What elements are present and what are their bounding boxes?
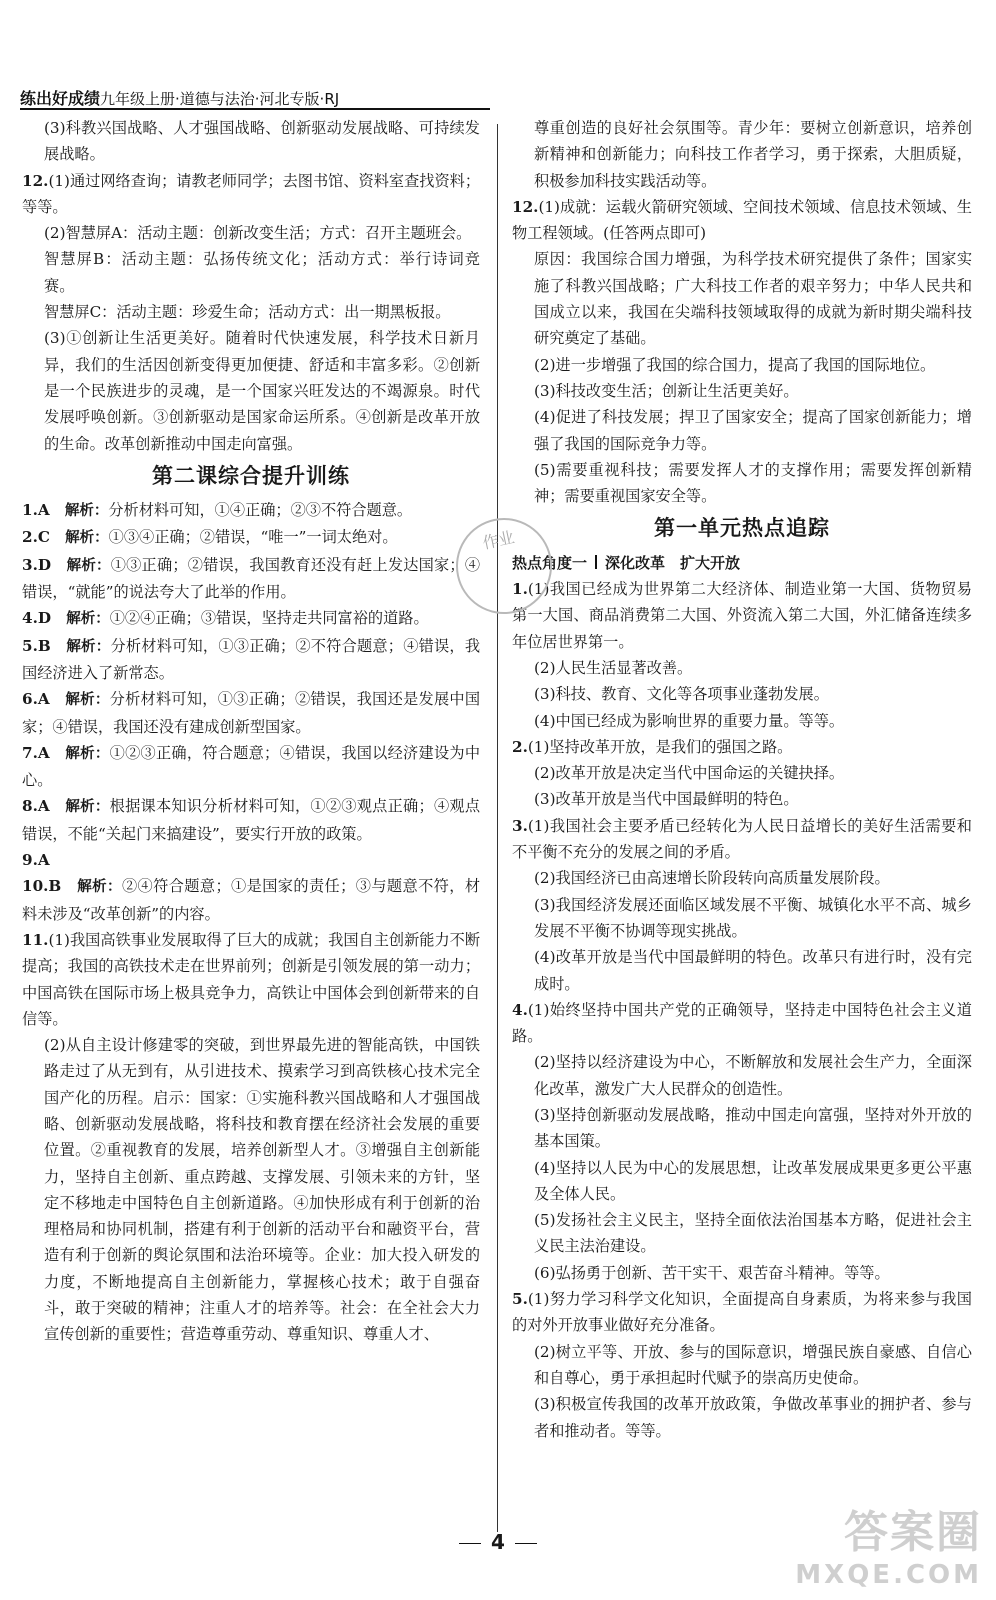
answer-item [512,194,972,247]
item-number: 1.A [22,501,50,520]
analysis-label: 解析： [66,611,110,628]
item-number: 7.A [22,743,50,762]
analysis-label: 解析： [65,799,110,816]
item-number: 1. [512,580,528,599]
section-title: 第一单元热点追踪 [654,516,830,541]
answer-text: (2)智慧屏A：活动主题：创新改变生活；方式：召开主题班会。 [44,224,472,243]
answer-item [22,873,480,927]
answer-item [22,740,480,794]
item-number: 4. [512,1000,528,1019]
item-number: 2.C [22,528,50,547]
hot-topic-label: 热点角度一 [512,553,588,572]
item-number: 6.A [22,690,50,709]
answer-text: (6)弘扬勇于创新、苦干实干、艰苦奋斗精神。等等。 [534,1263,890,1282]
answer-text: (3)科教兴国战略、人才强国战略、创新驱动发展战略、可持续发展战略。 [44,119,480,164]
answer-text: 智慧屏B：活动主题：弘扬传统文化；活动方式：举行诗词竞赛。 [44,250,480,295]
divider-bar [595,555,597,569]
answer-text: (1)我国社会主要矛盾已经转化为人民日益增长的美好生活需要和不平衡不充分的发展之间的矛盾。 [512,816,972,862]
section-title: 第二课综合提升训练 [152,463,350,488]
page-number-text: 4 [491,1530,505,1554]
hot-topic-heading [512,550,972,576]
answer-item [22,686,480,740]
item-number: 2. [512,737,528,756]
answer-text: ①③正确；②错误，我国教育还没有赶上发达国家；④错误，“就能”的说法夸大了此举的作用。 [22,555,481,602]
answer-text: (4)改革开放是当代中国最鲜明的特色。改革只有进行时，没有完成时。 [534,948,972,993]
item-number: 12. [22,171,49,190]
item-number: 12. [512,197,539,216]
analysis-label: 解析： [64,503,109,520]
answer-text: 智慧屏C：活动主题：珍爱生命；活动方式：出一期黑板报。 [44,303,451,322]
answer-text: (3)我国经济发展还面临区域发展不平衡、城镇化水平不高、城乡发展不平衡不协调等现实挑战。 [534,895,972,940]
column-divider [497,124,498,1532]
answer-item [22,847,480,873]
answer-text: (1)我国高铁事业发展取得了巨大的成就；我国自主创新能力不断提高；我国的高铁技术走在世界前列；创新是引领发展的第一动力；中国高铁在国际市场上极具竞争力，高铁让中国体会到创新带来的自信等。 [22,930,481,1028]
item-number: 8.A [22,797,50,816]
answer-text: 尊重创造的良好社会氛围等。青少年：要树立创新意识，培养创新精神和创新能力；向科技工作者学习，勇于探索，大胆质疑，积极参加科技实践活动等。 [534,119,972,190]
answer-item [22,793,480,847]
answer-text: 根据课本知识分析材料可知，①②③观点正确；④观点错误，不能“关起门来搞建设”，要实行开放的政策。 [22,797,481,843]
answer-text: (2)我国经济已由高速增长阶段转向高质量发展阶段。 [534,869,890,888]
stamp-text: 作业 [480,527,517,553]
answer-text: (3)①创新让生活更美好。随着时代快速发展，科学技术日新月异，我们的生活因创新变得更加便捷、舒适和丰富多彩。②创新是一个民族进步的灵魂，是一个国家兴旺发达的不竭源泉。时代发展呼唤创新。③创新驱动是国家命运所系。④创新是改革开放的生命。改革创新推动中国走向富强。 [44,329,480,453]
answer-item [22,927,480,1032]
item-number: 3.D [22,555,52,574]
answer-text: (1)成就：运载火箭研究领域、空间技术领域、信息技术领域、生物工程领域。(任答两点即可) [512,197,972,243]
answer-text: ②④符合题意；①是国家的责任；③与题意不符，材料未涉及“改革创新”的内容。 [22,877,481,923]
answer-item [22,633,480,687]
answer-item [512,997,972,1050]
item-number: 5. [512,1290,528,1309]
answer-text: (2)进一步增强了我国的综合国力，提高了我国的国际地位。 [534,355,936,374]
header-rule [20,108,490,110]
answer-item [512,576,972,655]
answer-text: (5)发扬社会主义民主，坚持全面依法治国基本方略，促进社会主义民主法治建设。 [534,1211,972,1256]
hot-topic-title: 深化改革 扩大开放 [605,553,741,572]
answer-text: (4)促进了科技发展；捍卫了国家安全；提高了国家创新能力；增强了我国的国际竞争力等。 [534,408,972,453]
answer-text: 分析材料可知，①③正确；②错误，我国还是发展中国家；④错误，我国还没有建成创新型国家。 [22,690,481,736]
answer-item [22,168,480,221]
answer-text: (2)人民生活显著改善。 [534,658,693,677]
analysis-label: 解析： [66,557,111,574]
answer-text: (4)坚持以人民为中心的发展思想，让改革发展成果更多更公平惠及全体人民。 [534,1158,972,1203]
analysis-label: 解析： [77,879,122,896]
answer-text: (3)改革开放是当代中国最鲜明的特色。 [534,790,799,809]
answer-item [512,734,972,760]
answer-text: (2)树立平等、开放、参与的国际意识，增强民族自豪感、自信心和自尊心，勇于承担起时代赋予的崇高历史使命。 [534,1342,972,1387]
answer-text: ①②④正确；③错误，坚持走共同富裕的道路。 [109,609,429,628]
analysis-label: 解析： [65,745,110,762]
dash-right [515,1543,537,1544]
answer-text: 原因：我国综合国力增强，为科学技术研究提供了条件；国家实施了科教兴国战略；广大科技工作者的艰辛努力；中华人民共和国成立以来，我国在尖端科技领域取得的成就为新时期尖端科技研究奠定了基础。 [534,250,972,348]
answer-text: (5)需要重视科技；需要发挥人才的支撑作用；需要发挥创新精神；需要重视国家安全等。 [534,460,972,506]
answer-text: (1)坚持改革开放，是我们的强国之路。 [527,737,793,756]
analysis-label: 解析： [65,692,110,709]
answer-item [512,813,972,866]
answer-item [22,524,480,551]
item-number: 5.B [22,636,51,655]
answer-text: (4)中国已经成为影响世界的重要力量。等等。 [534,711,845,730]
answer-text: (2)改革开放是决定当代中国命运的关键抉择。 [534,764,845,783]
page-header [20,86,339,109]
item-number: 3. [512,816,528,835]
answer-text: (3)科技改变生活；创新让生活更美好。 [534,381,799,400]
answer-text: (2)从自主设计修建零的突破，到世界最先进的智能高铁，中国铁路走过了从无到有，从引进技术、摸索学习到高铁核心技术完全国产化的历程。启示：国家：①实施科教兴国战略和人才强国战略、创新驱动发展战略，将科技和教育摆在经济社会发展的重要位置。②重视教育的发展，培养创新型人才。③增强自主创新能力，坚持自主创新、重点跨越、支撑发展、引领未来的方针，坚定不移地走中国特色自主创新道路。④加快形成有利于创新的治理格局和协同机制，搭建有利于创新的活动平台和融资平台，营造有利于创新的舆论氛围和法治环境等。企业：加大投入研发的力度，不断地提高自主创新能力，掌握核心技术；敢于自强奋斗，敢于突破的精神；注重人才的培养等。社会：在全社会大力宣传创新的重要性；营造尊重劳动、尊重知识、尊重人才、 [44,1036,480,1344]
answer-text: ①②③正确，符合题意；④错误，我国以经济建设为中心。 [22,743,481,790]
answer-text: (3)积极宣传我国的改革开放政策，争做改革事业的拥护者、参与者和推动者。等等。 [534,1395,972,1440]
item-number: 11. [22,930,49,949]
dash-left [459,1543,481,1544]
answer-text: (1)始终坚持中国共产党的正确领导，坚持走中国特色社会主义道路。 [512,1000,972,1046]
answer-item [512,1286,972,1339]
answer-text: (3)科技、教育、文化等各项事业蓬勃发展。 [534,685,829,704]
item-number: 9.A [22,851,50,870]
answer-text: (1)通过网络查询；请教老师同学；去图书馆、资料室查找资料；等等。 [22,171,481,216]
answer-item [22,552,480,606]
answer-item [22,605,480,632]
book-brand: 练出好成绩 [20,89,101,108]
item-number: 10.B [22,877,62,896]
right-column [512,115,972,1444]
analysis-label: 解析： [65,530,109,547]
answer-text: (3)坚持创新驱动发展战略，推动中国走向富强，坚持对外开放的基本国策。 [534,1105,972,1151]
answer-text: 分析材料可知，①④正确；②③不符合题意。 [108,501,413,520]
item-number: 4.D [22,609,52,628]
watermark-domain: MXQE.COM [795,1560,982,1590]
site-watermark [795,1496,982,1590]
answer-text: (1)努力学习科学文化知识，全面提高自身素质，为将来参与我国的对外开放事业做好充分准备。 [512,1290,972,1335]
answer-text: (1)我国已经成为世界第二大经济体、制造业第一大国、货物贸易第一大国、商品消费第二大国、外资流入第二大国，外汇储备连续多年位居世界第一。 [512,580,972,651]
answer-item [22,497,480,524]
analysis-label: 解析： [66,638,111,655]
watermark-logo-text: 答案圈 [844,1507,982,1558]
answer-text: ①③④正确；②错误，“唯一”一词太绝对。 [108,528,398,547]
answer-text: (2)坚持以经济建设为中心，不断解放和发展社会生产力，全面深化改革，激发广大人民群众的创造性。 [534,1053,972,1098]
book-subtitle: 九年级上册·道德与法治·河北专版·RJ [100,90,340,108]
answer-text: 分析材料可知，①③正确；②不符合题意；④错误，我国经济进入了新常态。 [22,636,481,682]
left-column [22,115,480,1348]
